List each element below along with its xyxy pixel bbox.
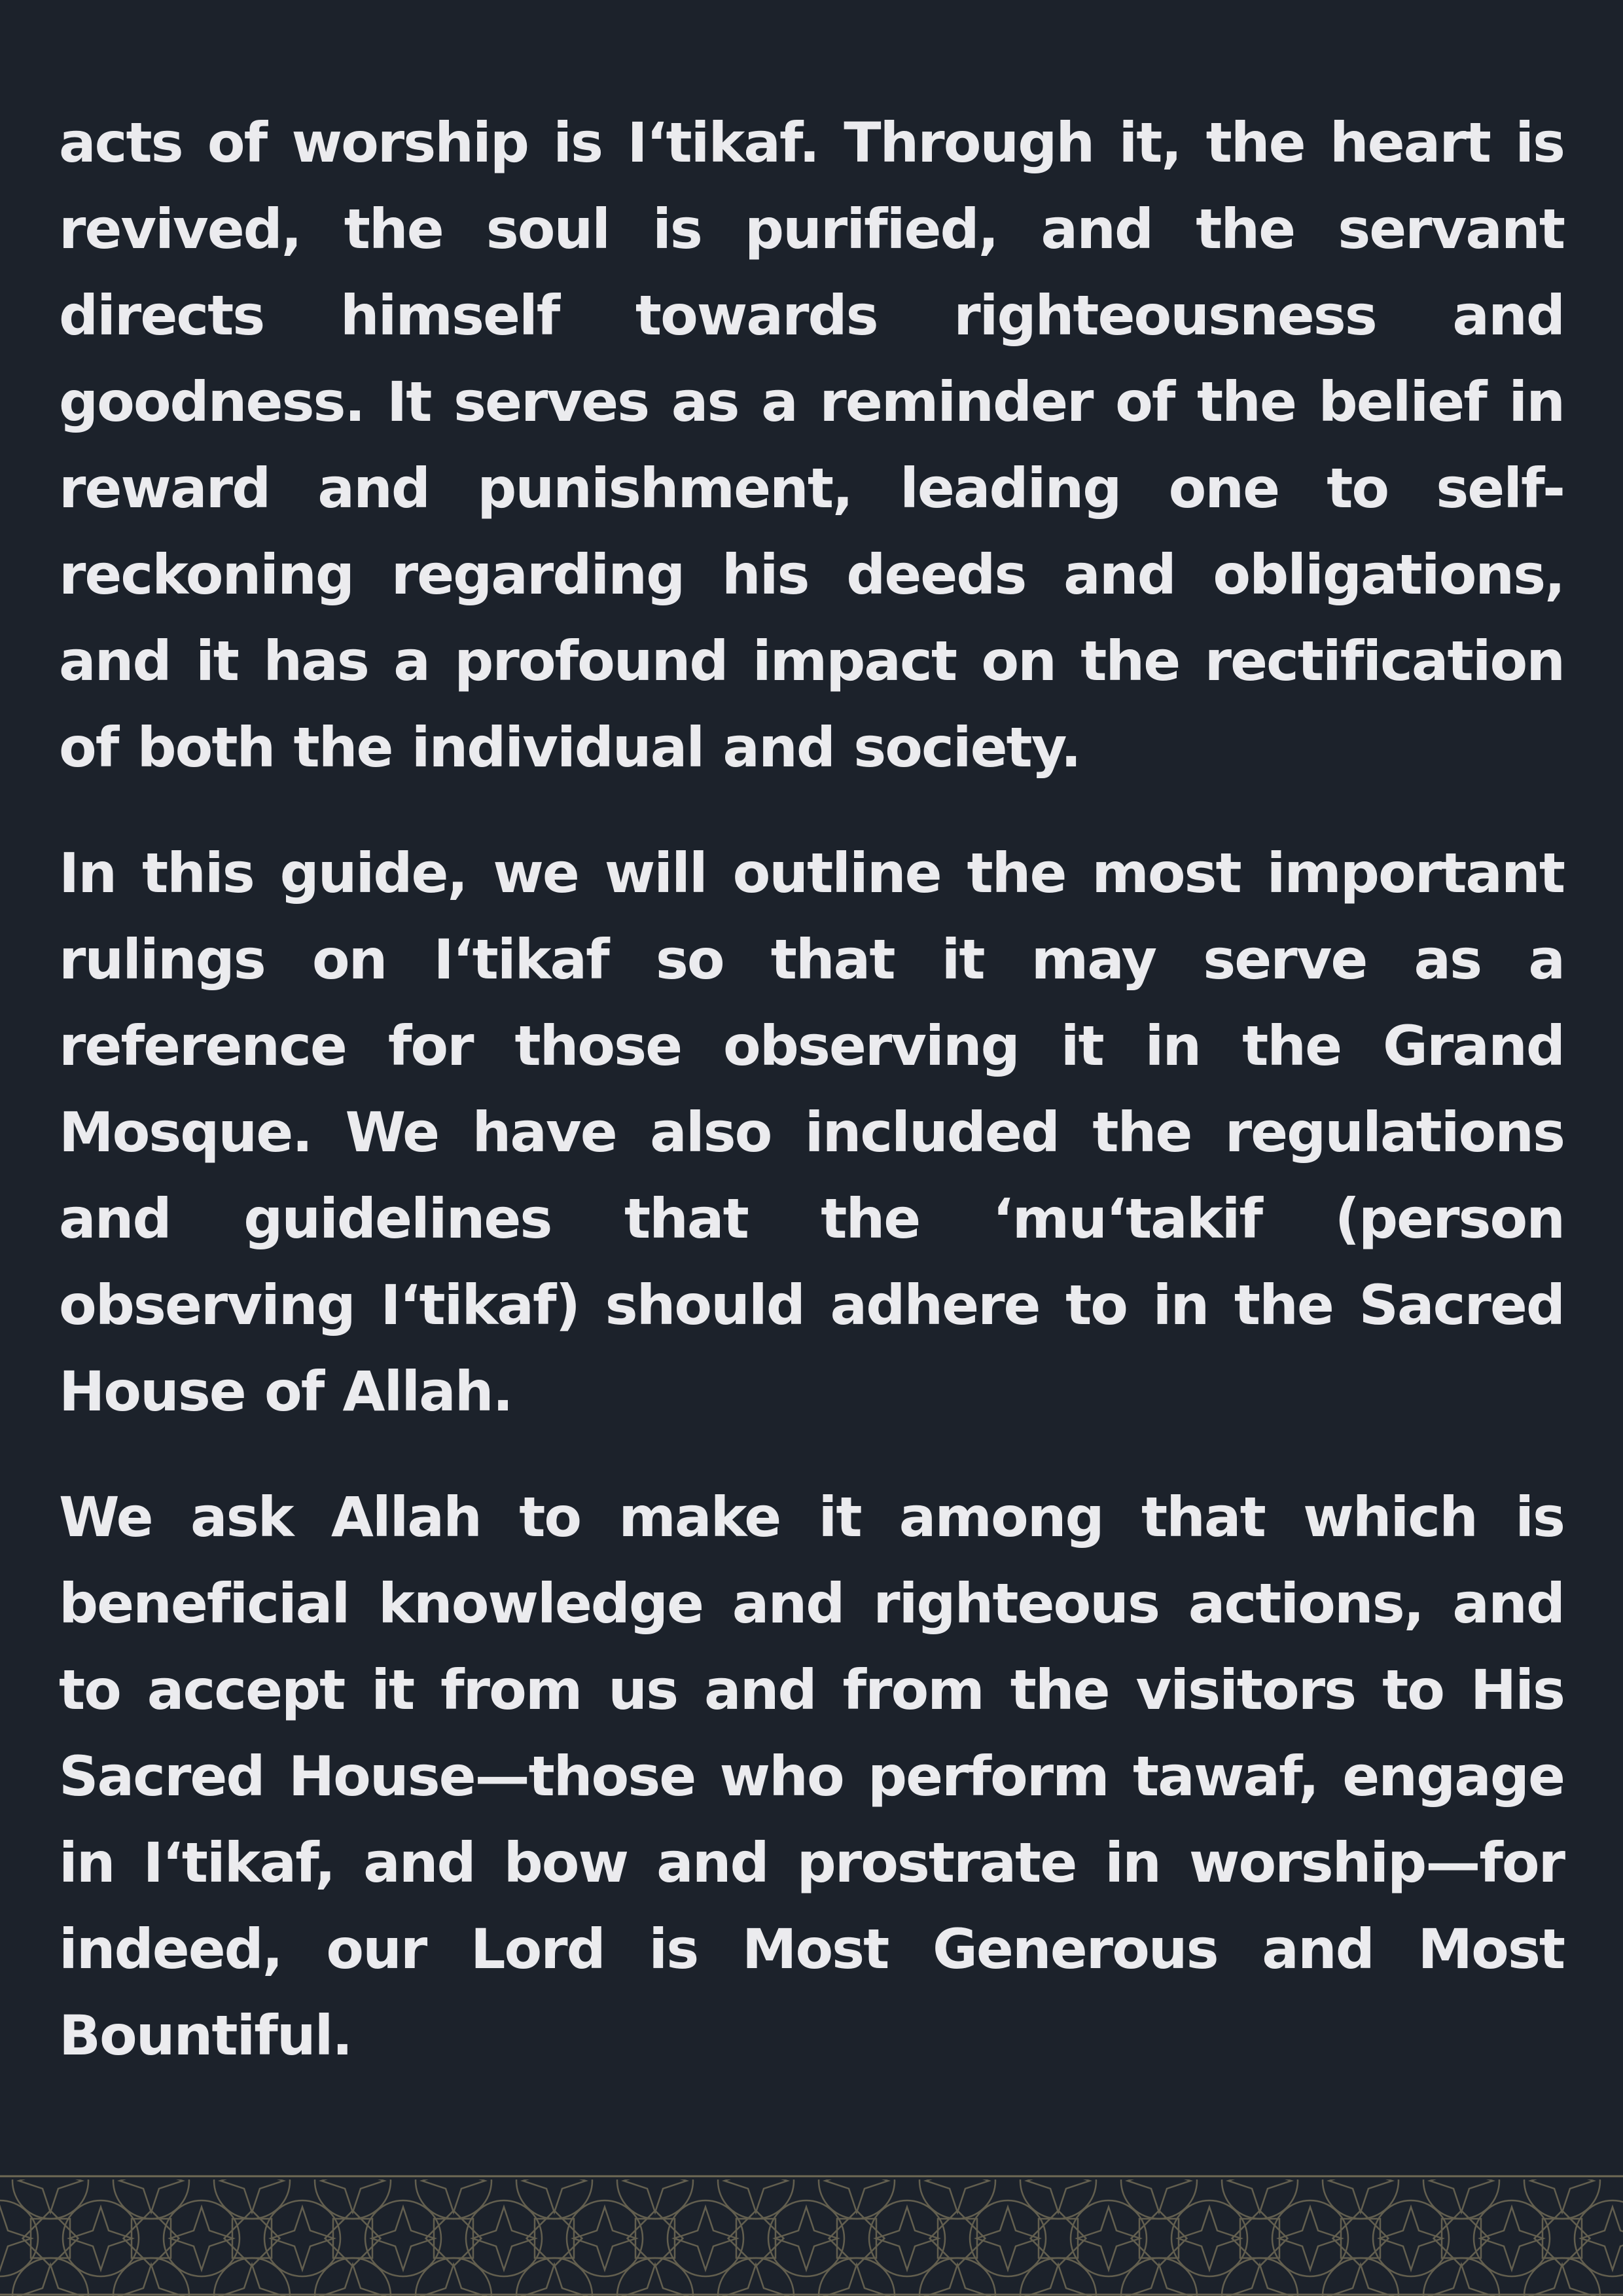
body-text bbox=[59, 99, 1564, 2118]
paragraph-intro: acts of worship is I‘tikaf. Through it, the heart is revived, the soul is purified, and the servant directs himself towards righteousness and goodness. It serves as a reminder of the belief in reward and punishment, leading one to self-reckoning regarding his deeds and obligations, and it has a profound impact on the rectification of both the individual and society. bbox=[59, 111, 1564, 780]
paragraph-guide: In this guide, we will outline the most important rulings on I‘tikaf so that it may serve as a reference for those observing it in the Grand Mosque. We have also included the regulations and guidelines that the ‘mu‘takif (person observing I‘tikaf) should adhere to in the Sacred House of Allah. bbox=[59, 841, 1564, 1424]
paragraph-supplication: We ask Allah to make it among that which is beneficial knowledge and righteous actions, and to accept it from us and from the visitors to His Sacred House—those who perform tawaf, engage in I‘tikaf, and bow and prostrate in worship—for indeed, our Lord is Most Generous and Most Bountiful. bbox=[59, 1485, 1564, 2068]
geometric-star-pattern-icon bbox=[0, 2174, 1623, 2296]
